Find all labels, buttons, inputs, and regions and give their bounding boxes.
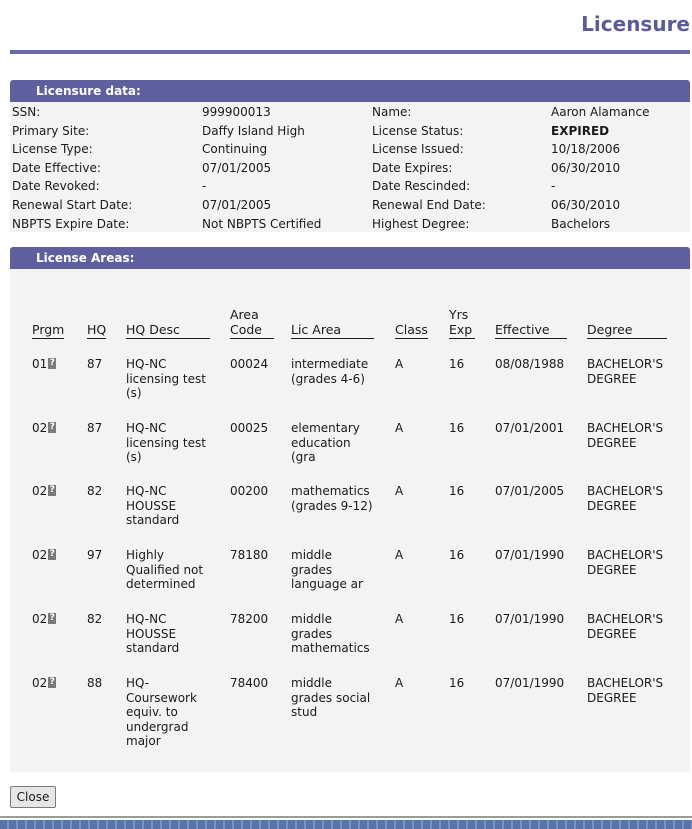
- lic-area-line: elementary: [291, 421, 360, 435]
- hq-desc-cell: [126, 676, 197, 749]
- renewal-start-value: 07/01/2005: [202, 198, 272, 212]
- class-cell: A: [395, 421, 404, 435]
- yrs-exp-header-line-1: Yrs: [449, 307, 469, 322]
- hq-desc-line: licensing test: [126, 371, 206, 386]
- nbpts-expire-value: Not NBPTS Certified: [202, 217, 322, 231]
- help-icon[interactable]: ?: [49, 422, 55, 432]
- prgm-cell: [32, 484, 56, 499]
- yrs-exp-cell: 16: [449, 612, 465, 626]
- hq-desc-cell: [126, 484, 179, 528]
- lic-area-line: (grades 9-12): [291, 498, 373, 513]
- hq-desc-line: major: [126, 734, 161, 748]
- lic-area-line: education: [291, 435, 351, 450]
- hq-desc-cell: [126, 421, 206, 465]
- class-cell: A: [395, 676, 404, 690]
- hq-desc-line: HOUSSE: [126, 498, 177, 513]
- hq-cell: 82: [87, 484, 103, 498]
- prgm-value: 02: [32, 421, 48, 435]
- hq-desc-line: HOUSSE: [126, 626, 177, 641]
- prgm-value: 01: [32, 357, 48, 371]
- lic-area-line: middle: [291, 676, 332, 690]
- degree-line: DEGREE: [587, 626, 637, 641]
- lic-area-cell: [291, 421, 360, 465]
- hq-desc-line: (s): [126, 450, 142, 464]
- yrs-exp-header-line-2: Exp: [449, 322, 473, 337]
- degree-line: DEGREE: [587, 690, 637, 705]
- area-code-header-line-1: Area: [230, 307, 259, 322]
- date-rescinded-label: Date Rescinded:: [372, 179, 471, 193]
- license-type-label: License Type:: [12, 142, 93, 156]
- lic-area-cell: [291, 548, 363, 592]
- license-status-value: EXPIRED: [551, 124, 610, 138]
- hq-desc-line: HQ-NC: [126, 484, 167, 498]
- hq-desc-line: undergrad: [126, 719, 189, 734]
- area-code-cell: 78200: [230, 612, 269, 626]
- primary-site-value: Daffy Island High: [202, 124, 305, 138]
- license-areas-panel: [10, 269, 690, 772]
- hq-desc-line: licensing test: [126, 435, 206, 450]
- lic-area-line: mathematics: [291, 484, 370, 498]
- hq-desc-line: HQ-NC: [126, 421, 167, 435]
- lic-area-line: grades social: [291, 690, 371, 705]
- nbpts-expire-label: NBPTS Expire Date:: [12, 217, 130, 231]
- lic-area-line: intermediate: [291, 357, 369, 371]
- renewal-end-value: 06/30/2010: [551, 198, 621, 212]
- column-header-yrs-exp: [449, 307, 475, 339]
- prgm-cell: [32, 612, 56, 627]
- license-issued-value: 10/18/2006: [551, 142, 621, 156]
- hq-desc-line: Qualified not: [126, 562, 204, 577]
- taskbar-strip: [0, 820, 692, 829]
- license-areas-header: License Areas:: [10, 247, 690, 269]
- column-header-degree: Degree: [587, 322, 667, 339]
- prgm-value: 02: [32, 676, 48, 690]
- column-header-class: Class: [395, 322, 428, 337]
- hq-desc-line: HQ-NC: [126, 357, 167, 371]
- prgm-cell: [32, 357, 56, 372]
- lic-area-line: grades: [291, 562, 333, 577]
- help-icon[interactable]: ?: [49, 613, 55, 623]
- area-code-cell: 00025: [230, 421, 269, 435]
- ssn-value: 999900013: [202, 105, 271, 119]
- hq-desc-line: standard: [126, 641, 180, 655]
- class-cell: A: [395, 357, 404, 371]
- hq-desc-line: determined: [126, 577, 196, 591]
- degree-line: BACHELOR'S: [587, 676, 664, 690]
- date-revoked-label: Date Revoked:: [12, 179, 100, 193]
- hq-desc-cell: [126, 548, 203, 592]
- highest-degree-label: Highest Degree:: [372, 217, 470, 231]
- prgm-cell: [32, 421, 56, 436]
- effective-cell: 07/01/1990: [495, 612, 565, 626]
- renewal-start-label: Renewal Start Date:: [12, 198, 133, 212]
- prgm-cell: [32, 676, 56, 691]
- column-header-hq: HQ: [87, 322, 107, 337]
- lic-area-line: grades: [291, 626, 333, 641]
- prgm-value: 02: [32, 612, 48, 626]
- date-effective-value: 07/01/2005: [202, 161, 272, 175]
- date-effective-label: Date Effective:: [12, 161, 101, 175]
- class-cell: A: [395, 484, 404, 498]
- name-value: Aaron Alamance: [551, 105, 650, 119]
- area-code-header-line-2: Code: [230, 322, 263, 337]
- yrs-exp-cell: 16: [449, 357, 465, 371]
- lic-area-cell: [291, 612, 370, 656]
- lic-area-line: language ar: [291, 577, 363, 591]
- help-icon[interactable]: ?: [49, 358, 55, 368]
- hq-desc-line: equiv. to: [126, 705, 178, 719]
- degree-cell: [587, 548, 663, 577]
- hq-desc-line: (s): [126, 386, 142, 400]
- hq-desc-line: Coursework: [126, 690, 197, 705]
- date-expires-label: Date Expires:: [372, 161, 453, 175]
- licensure-data-panel: [10, 102, 690, 232]
- effective-cell: 07/01/2001: [495, 421, 565, 435]
- help-icon[interactable]: ?: [49, 485, 55, 495]
- degree-cell: [587, 484, 663, 513]
- lic-area-line: middle: [291, 548, 332, 562]
- date-rescinded-value: -: [551, 179, 556, 193]
- title-divider: [10, 50, 690, 54]
- hq-desc-line: Highly: [126, 548, 165, 562]
- yrs-exp-cell: 16: [449, 676, 465, 690]
- prgm-value: 02: [32, 548, 48, 562]
- degree-line: BACHELOR'S: [587, 484, 664, 498]
- primary-site-label: Primary Site:: [12, 124, 90, 138]
- lic-area-line: middle: [291, 612, 332, 626]
- date-expires-value: 06/30/2010: [551, 161, 621, 175]
- effective-cell: 08/08/1988: [495, 357, 565, 371]
- class-cell: A: [395, 548, 404, 562]
- hq-cell: 82: [87, 612, 103, 626]
- class-cell: A: [395, 612, 404, 626]
- degree-line: BACHELOR'S: [587, 548, 664, 562]
- degree-line: BACHELOR'S: [587, 357, 664, 371]
- column-header-lic-area: Lic Area: [291, 322, 374, 339]
- degree-cell: [587, 357, 663, 386]
- degree-line: DEGREE: [587, 435, 637, 450]
- prgm-value: 02: [32, 484, 48, 498]
- hq-desc-line: HQ-: [126, 676, 150, 690]
- prgm-cell: [32, 548, 56, 563]
- column-header-area-code: [230, 307, 274, 339]
- lic-area-line: (gra: [291, 450, 316, 464]
- area-code-cell: 00200: [230, 484, 269, 498]
- hq-desc-line: standard: [126, 513, 180, 527]
- license-issued-label: License Issued:: [372, 142, 464, 156]
- hq-desc-cell: [126, 357, 206, 401]
- degree-line: DEGREE: [587, 498, 637, 513]
- hq-desc-cell: [126, 612, 179, 656]
- help-icon[interactable]: ?: [49, 677, 55, 687]
- lic-area-cell: [291, 484, 373, 513]
- help-icon[interactable]: ?: [49, 549, 55, 559]
- column-header-hq-desc: HQ Desc: [126, 322, 210, 339]
- effective-cell: 07/01/1990: [495, 676, 565, 690]
- yrs-exp-cell: 16: [449, 484, 465, 498]
- degree-line: BACHELOR'S: [587, 421, 664, 435]
- degree-line: DEGREE: [587, 371, 637, 386]
- close-button[interactable]: Close: [10, 786, 56, 808]
- effective-cell: 07/01/2005: [495, 484, 565, 498]
- hq-cell: 87: [87, 357, 103, 371]
- area-code-cell: 00024: [230, 357, 269, 371]
- page-title: Licensure: [581, 12, 690, 36]
- hq-desc-line: HQ-NC: [126, 612, 167, 626]
- area-code-cell: 78180: [230, 548, 269, 562]
- degree-cell: [587, 612, 663, 641]
- hq-cell: 97: [87, 548, 103, 562]
- degree-cell: [587, 421, 663, 450]
- hq-cell: 88: [87, 676, 103, 690]
- lic-area-line: mathematics: [291, 641, 370, 655]
- column-header-prgm: Prgm: [32, 322, 65, 337]
- ssn-label: SSN:: [12, 105, 41, 119]
- license-status-label: License Status:: [372, 124, 464, 138]
- highest-degree-value: Bachelors: [551, 217, 611, 231]
- date-revoked-value: -: [202, 179, 207, 193]
- lic-area-cell: [291, 676, 370, 720]
- renewal-end-label: Renewal End Date:: [372, 198, 486, 212]
- area-code-cell: 78400: [230, 676, 269, 690]
- effective-cell: 07/01/1990: [495, 548, 565, 562]
- licensure-data-header: Licensure data:: [10, 80, 690, 102]
- hq-cell: 87: [87, 421, 103, 435]
- lic-area-line: (grades 4-6): [291, 371, 365, 386]
- yrs-exp-cell: 16: [449, 421, 465, 435]
- yrs-exp-cell: 16: [449, 548, 465, 562]
- column-header-effective: Effective: [495, 322, 567, 339]
- license-type-value: Continuing: [202, 142, 268, 156]
- name-label: Name:: [372, 105, 412, 119]
- bottom-divider: [0, 816, 692, 818]
- degree-line: BACHELOR'S: [587, 612, 664, 626]
- degree-cell: [587, 676, 663, 705]
- lic-area-line: stud: [291, 705, 318, 719]
- degree-line: DEGREE: [587, 562, 637, 577]
- lic-area-cell: [291, 357, 368, 386]
